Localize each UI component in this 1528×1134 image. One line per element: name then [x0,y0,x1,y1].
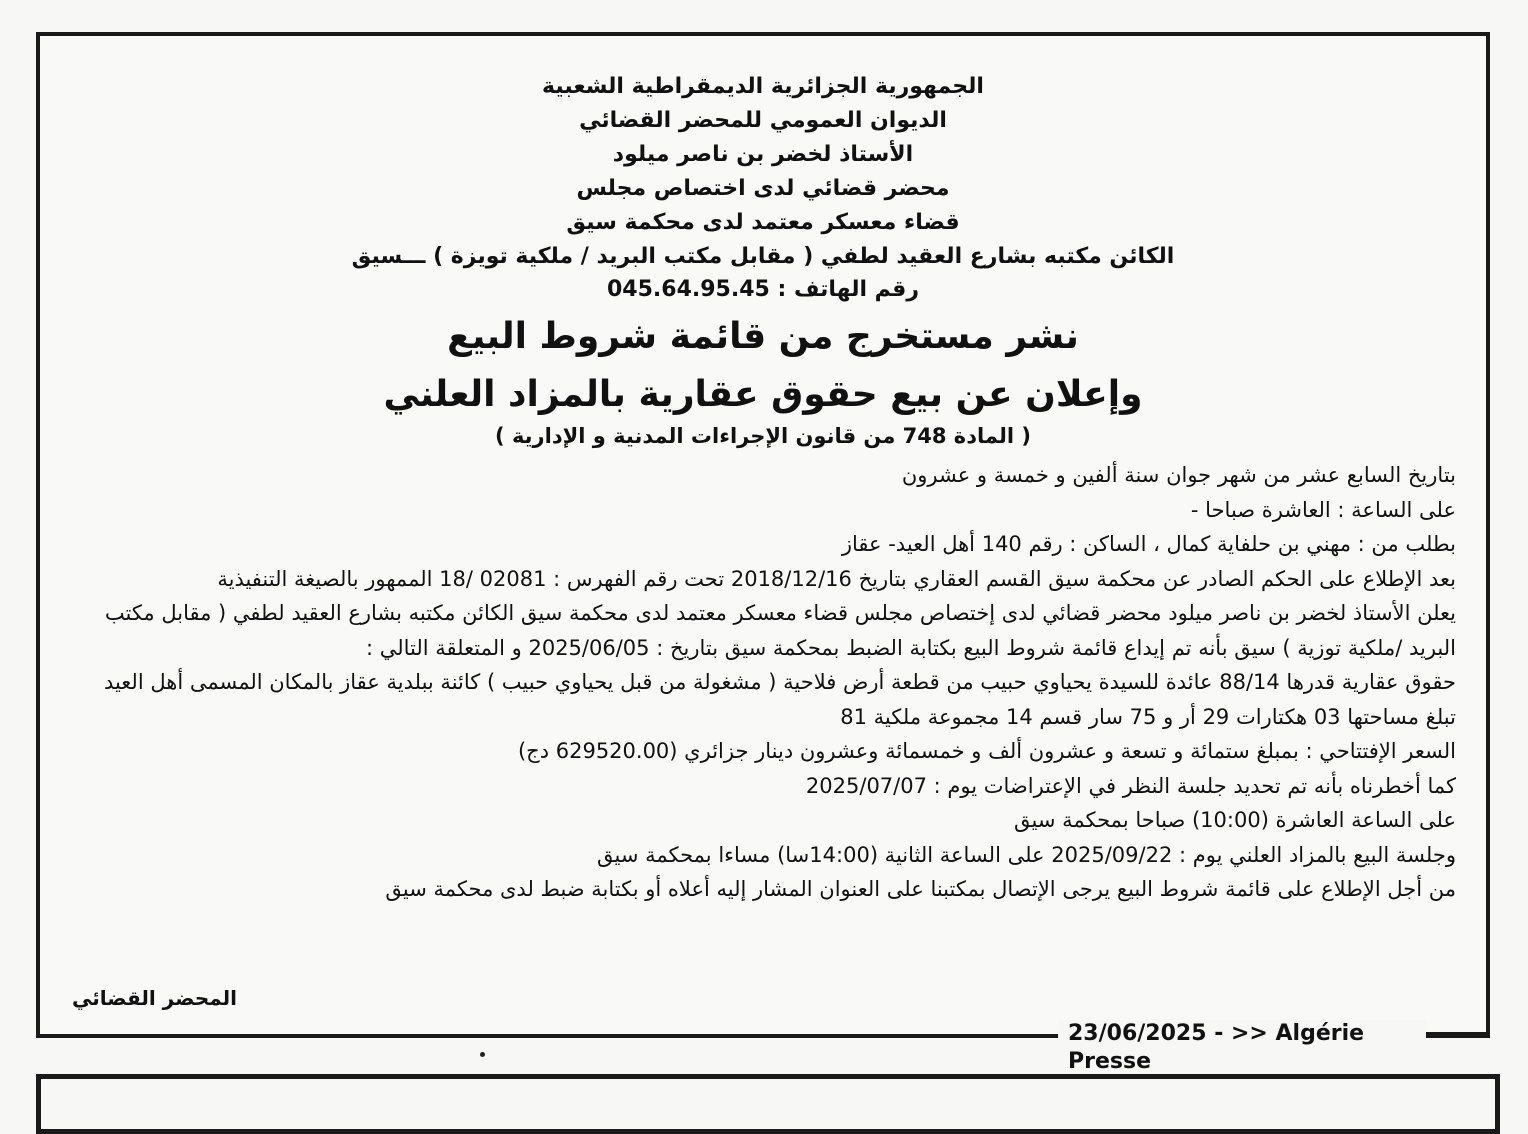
print-speck [480,1052,485,1057]
header-line-office: الديوان العمومي للمحضر القضائي [579,108,947,133]
paragraph-objections-date: كما أخطرناه بأنه تم تحديد جلسة النظر في الإعتراضات يوم : 2025/07/07 [805,773,1456,798]
header-line-republic: الجمهورية الجزائرية الديمقراطية الشعبية [542,74,984,99]
footer-divider [36,1034,1058,1038]
paragraph-auction-date: وجلسة البيع بالمزاد العلني يوم : 2025/09/22 على الساعة الثانية (14:00سا) مساءا بمحكمة سيق [596,842,1456,867]
footer-bar [1058,1021,1490,1074]
paragraph-contact: من أجل الإطلاع على قائمة شروط البيع يرجى الإتصال بمكتبنا على العنوان المشار إليه أعلاه أو بكتابة ضبط لدى محكمة سيق [385,877,1456,901]
paragraph-property: حقوق عقارية قدرها 88/14 عائدة للسيدة يحياوي حبيب من قطعة أرض فلاحية ( مشغولة من قبل يحياوي حبيب ) كائنة ببلدية عقاز بالمكان المسمى أهل العيد تبلغ مساحتها 03 هكتارات 29 أر و 75 سار قسم 14 مجموعة ملكية 81 [103,670,1456,729]
next-notice-frame [36,1074,1500,1134]
notice-title-2: وإعلان عن بيع حقوق عقارية بالمزاد العلني [383,374,1143,415]
notice-body [68,458,1456,907]
notice-header [40,70,1486,450]
paragraph-announcement: يعلن الأستاذ لخضر بن ناصر ميلود محضر قضائي لدى إختصاص مجلس قضاء معسكر معتمد لدى محكمة سيق الكائن مكتبه بشارع العقيد لطفي ( مقابل مكتب البريد /ملكية توزية ) سيق بأنه تم إيداع قائمة شروط البيع بكتابة الضبط بمحكمة سيق بتاريخ : 2025/06/05 و المتعلقة التالي : [104,601,1456,660]
footer-source: 23/06/2025 - >> Algérie Presse [1058,1020,1426,1076]
header-line-jurisdiction: محضر قضائي لدى اختصاص مجلس [576,176,950,201]
paragraph-judgment: بعد الإطلاع على الحكم الصادر عن محكمة سيق القسم العقاري بتاريخ 2018/12/16 تحت رقم الفهرس : 02081 /18 الممهور بالصيغة التنفيذية [217,566,1456,591]
header-phone: رقم الهاتف : 045.64.95.45 [607,277,919,302]
paragraph-time: على الساعة : العاشرة صباحا - [1190,497,1456,522]
paragraph-opening-price: السعر الإفتتاحي : بمبلغ ستمائة و تسعة و عشرون ألف و خمسمائة وعشرون دينار جزائري (629520.00 دج) [517,739,1456,763]
notice-title-1: نشر مستخرج من قائمة شروط البيع [447,316,1079,357]
signature: المحضر القضائي [72,986,238,1010]
header-line-court: قضاء معسكر معتمد لدى محكمة سيق [566,210,960,235]
legal-notice [36,32,1490,1038]
paragraph-objections-time: على الساعة العاشرة (10:00) صباحا بمحكمة سيق [1014,808,1456,832]
header-line-address: الكائن مكتبه بشارع العقيد لطفي ( مقابل مكتب البريد / ملكية تويزة ) ـــسيق [351,244,1175,269]
notice-article-reference: ( المادة 748 من قانون الإجراءات المدنية و الإدارية ) [495,424,1031,448]
header-line-bailiff-name: الأستاذ لخضر بن ناصر ميلود [612,142,914,167]
paragraph-date: بتاريخ السابع عشر من شهر جوان سنة ألفين و خمسة و عشرون [901,463,1456,487]
paragraph-requester: بطلب من : مهني بن حلفاية كمال ، الساكن : رقم 140 أهل العيد- عقاز [841,532,1456,556]
